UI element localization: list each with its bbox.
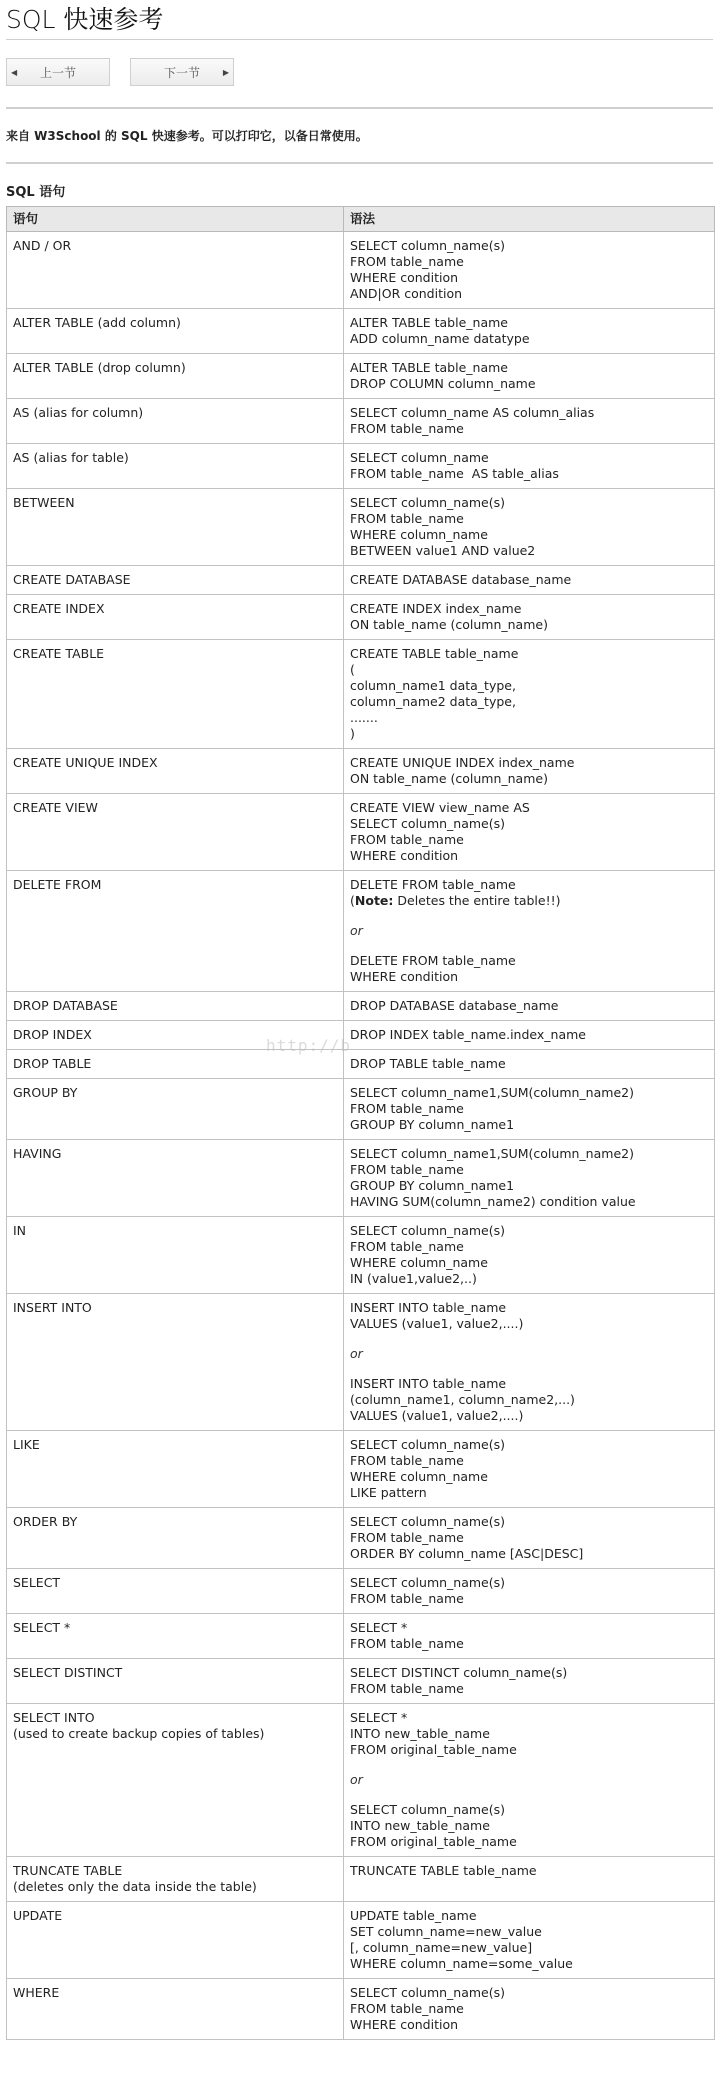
title-divider [6, 39, 713, 40]
syntax-line: LIKE pattern [350, 1485, 427, 1500]
syntax-spacer [350, 1362, 708, 1376]
syntax-line: FROM table_name [350, 1681, 464, 1696]
syntax-line: SELECT column_name1,SUM(column_name2) [350, 1146, 634, 1161]
syntax-cell [344, 489, 715, 566]
previous-section-button[interactable] [6, 58, 110, 86]
syntax-line: FROM table_name [350, 1162, 464, 1177]
syntax-or-label: or [350, 923, 363, 938]
triangle-right-icon: ▶ [222, 68, 229, 77]
statement-cell [7, 1021, 344, 1050]
statement-cell [7, 1857, 344, 1902]
statement-line: ALTER TABLE (drop column) [13, 360, 186, 375]
table-row [7, 444, 715, 489]
sql-reference-table [6, 206, 715, 2040]
syntax-line: FROM table_name [350, 254, 464, 269]
syntax-line: SELECT * [350, 1620, 408, 1635]
syntax-cell [344, 1902, 715, 1979]
table-row [7, 232, 715, 309]
statement-cell [7, 232, 344, 309]
table-row [7, 794, 715, 871]
statement-cell [7, 871, 344, 992]
syntax-line: SELECT column_name(s) [350, 1437, 506, 1452]
table-row [7, 309, 715, 354]
syntax-cell [344, 1217, 715, 1294]
statement-cell [7, 794, 344, 871]
statement-line: (deletes only the data inside the table) [13, 1879, 257, 1894]
syntax-line: ON table_name (column_name) [350, 771, 548, 786]
table-row [7, 1217, 715, 1294]
syntax-cell [344, 1140, 715, 1217]
syntax-cell [344, 1979, 715, 2040]
statement-line: DROP TABLE [13, 1056, 92, 1071]
table-row [7, 1704, 715, 1857]
syntax-cell [344, 640, 715, 749]
statement-line: GROUP BY [13, 1085, 78, 1100]
statement-line: CREATE UNIQUE INDEX [13, 755, 158, 770]
syntax-line: SELECT column_name(s) [350, 1985, 506, 2000]
syntax-line: WHERE condition [350, 2017, 459, 2032]
syntax-cell [344, 1614, 715, 1659]
syntax-line: (Note: Deletes the entire table!!) [350, 893, 561, 908]
table-row [7, 566, 715, 595]
syntax-line: INSERT INTO table_name [350, 1300, 507, 1315]
syntax-line: DROP INDEX table_name.index_name [350, 1027, 586, 1042]
page-title: SQL 快速参考 [6, 5, 164, 34]
table-row [7, 489, 715, 566]
syntax-line: ADD column_name datatype [350, 331, 530, 346]
statement-cell [7, 1217, 344, 1294]
syntax-line: INSERT INTO table_name [350, 1376, 507, 1391]
syntax-cell [344, 1704, 715, 1857]
syntax-line: SET column_name=new_value [350, 1924, 542, 1939]
statement-line: INSERT INTO [13, 1300, 92, 1315]
syntax-line: GROUP BY column_name1 [350, 1117, 515, 1132]
intro-text: 来自 W3School 的 SQL 快速参考。可以打印它，以备日常使用。 [6, 129, 368, 143]
syntax-cell [344, 1508, 715, 1569]
syntax-line: column_name2 data_type, [350, 694, 516, 709]
table-row [7, 749, 715, 794]
statement-cell [7, 595, 344, 640]
syntax-line: WHERE column_name=some_value [350, 1956, 573, 1971]
syntax-line: SELECT column_name(s) [350, 238, 506, 253]
statement-line: DELETE FROM [13, 877, 102, 892]
syntax-line: AND|OR condition [350, 286, 463, 301]
syntax-line: INTO new_table_name [350, 1818, 490, 1833]
pager-nav [6, 58, 713, 104]
syntax-line: SELECT column_name(s) [350, 1802, 506, 1817]
syntax-line: VALUES (value1, value2,....) [350, 1316, 524, 1331]
syntax-cell [344, 1050, 715, 1079]
section-divider [6, 107, 713, 109]
syntax-line: FROM original_table_name [350, 1742, 517, 1757]
statement-cell [7, 1431, 344, 1508]
syntax-line: DROP COLUMN column_name [350, 376, 536, 391]
syntax-line: FROM table_name [350, 1239, 464, 1254]
statement-cell [7, 1902, 344, 1979]
syntax-cell [344, 399, 715, 444]
table-row [7, 1050, 715, 1079]
table-row [7, 1294, 715, 1431]
table-row [7, 1140, 715, 1217]
syntax-or-label: or [350, 1346, 363, 1361]
table-row [7, 1021, 715, 1050]
statement-cell [7, 309, 344, 354]
syntax-line: ALTER TABLE table_name [350, 315, 508, 330]
next-section-button[interactable] [130, 58, 234, 86]
syntax-line: CREATE VIEW view_name AS [350, 800, 530, 815]
syntax-line: ....... [350, 710, 378, 725]
statement-cell [7, 1569, 344, 1614]
syntax-line: WHERE condition [350, 848, 459, 863]
statement-cell [7, 1979, 344, 2040]
watermark-text: http://b [266, 1036, 352, 1055]
syntax-line: (column_name1, column_name2,...) [350, 1392, 575, 1407]
syntax-line: BETWEEN value1 AND value2 [350, 543, 536, 558]
statement-line: ALTER TABLE (add column) [13, 315, 181, 330]
table-header-row [7, 207, 715, 232]
syntax-line: FROM table_name [350, 511, 464, 526]
statement-line: (used to create backup copies of tables) [13, 1726, 265, 1741]
syntax-line: SELECT column_name(s) [350, 1514, 506, 1529]
syntax-line: FROM original_table_name [350, 1834, 517, 1849]
statement-line: CREATE TABLE [13, 646, 105, 661]
syntax-line: FROM table_name [350, 1530, 464, 1545]
statement-cell [7, 1659, 344, 1704]
statement-cell [7, 1294, 344, 1431]
syntax-line: GROUP BY column_name1 [350, 1178, 515, 1193]
syntax-line: VALUES (value1, value2,....) [350, 1408, 524, 1423]
table-row [7, 1431, 715, 1508]
syntax-line: DROP DATABASE database_name [350, 998, 559, 1013]
syntax-line: FROM table_name [350, 1101, 464, 1116]
syntax-line: CREATE INDEX index_name [350, 601, 522, 616]
syntax-cell [344, 232, 715, 309]
syntax-line: FROM table_name [350, 2001, 464, 2016]
statement-line: CREATE DATABASE [13, 572, 131, 587]
statement-cell [7, 1079, 344, 1140]
previous-section-label: 上一节 [39, 66, 76, 80]
syntax-line: ON table_name (column_name) [350, 617, 548, 632]
syntax-cell [344, 794, 715, 871]
syntax-spacer [350, 1758, 708, 1772]
statement-line: TRUNCATE TABLE [13, 1863, 123, 1878]
syntax-line: DROP TABLE table_name [350, 1056, 506, 1071]
note-label: Note: [354, 893, 394, 908]
syntax-cell [344, 1079, 715, 1140]
syntax-line: ( [350, 662, 355, 677]
syntax-line: UPDATE table_name [350, 1908, 477, 1923]
syntax-line: WHERE column_name [350, 1255, 488, 1270]
syntax-line: CREATE DATABASE database_name [350, 572, 572, 587]
syntax-line: CREATE UNIQUE INDEX index_name [350, 755, 575, 770]
syntax-line: SELECT column_name AS column_alias [350, 405, 595, 420]
syntax-line: SELECT column_name(s) [350, 1575, 506, 1590]
syntax-line: FROM table_name [350, 832, 464, 847]
statement-cell [7, 566, 344, 595]
column-header-syntax: 语法 [344, 207, 715, 232]
syntax-cell [344, 566, 715, 595]
syntax-cell [344, 1021, 715, 1050]
table-row [7, 354, 715, 399]
syntax-cell [344, 992, 715, 1021]
statement-cell [7, 992, 344, 1021]
statement-cell [7, 354, 344, 399]
statement-cell [7, 444, 344, 489]
statement-line: SELECT DISTINCT [13, 1665, 123, 1680]
syntax-cell [344, 1294, 715, 1431]
syntax-spacer [350, 1332, 708, 1346]
statement-line: SELECT * [13, 1620, 71, 1635]
statement-line: UPDATE [13, 1908, 63, 1923]
syntax-cell [344, 1569, 715, 1614]
statement-line: AS (alias for table) [13, 450, 129, 465]
statement-line: DROP DATABASE [13, 998, 118, 1013]
syntax-cell [344, 1431, 715, 1508]
syntax-line: SELECT column_name(s) [350, 816, 506, 831]
syntax-cell [344, 1659, 715, 1704]
syntax-line: DELETE FROM table_name [350, 953, 516, 968]
statement-cell [7, 489, 344, 566]
statement-cell [7, 1508, 344, 1569]
table-row [7, 1569, 715, 1614]
syntax-line: SELECT column_name1,SUM(column_name2) [350, 1085, 634, 1100]
table-row [7, 1508, 715, 1569]
syntax-cell [344, 309, 715, 354]
syntax-line: [, column_name=new_value] [350, 1940, 533, 1955]
statement-line: SELECT INTO [13, 1710, 95, 1725]
syntax-line: SELECT column_name(s) [350, 1223, 506, 1238]
syntax-line: SELECT column_name [350, 450, 489, 465]
syntax-line: FROM table_name [350, 1591, 464, 1606]
section-title: SQL 语句 [6, 185, 66, 200]
table-row [7, 399, 715, 444]
statement-cell [7, 399, 344, 444]
table-row [7, 992, 715, 1021]
syntax-line: CREATE TABLE table_name [350, 646, 519, 661]
syntax-spacer [350, 939, 708, 953]
syntax-line: ORDER BY column_name [ASC|DESC] [350, 1546, 584, 1561]
statement-line: HAVING [13, 1146, 62, 1161]
table-row [7, 1857, 715, 1902]
syntax-line: ALTER TABLE table_name [350, 360, 508, 375]
statement-line: ORDER BY [13, 1514, 78, 1529]
table-body [7, 232, 715, 2040]
column-header-statement: 语句 [7, 207, 344, 232]
statement-line: LIKE [13, 1437, 40, 1452]
syntax-line: column_name1 data_type, [350, 678, 516, 693]
syntax-line: WHERE column_name [350, 1469, 488, 1484]
syntax-cell [344, 1857, 715, 1902]
statement-cell [7, 640, 344, 749]
statement-line: CREATE VIEW [13, 800, 98, 815]
statement-cell [7, 1140, 344, 1217]
syntax-cell [344, 871, 715, 992]
statement-line: DROP INDEX [13, 1027, 92, 1042]
statement-cell [7, 1050, 344, 1079]
statement-line: AS (alias for column) [13, 405, 144, 420]
syntax-spacer [350, 909, 708, 923]
table-row [7, 1079, 715, 1140]
syntax-line: FROM table_name [350, 421, 464, 436]
statement-cell [7, 1704, 344, 1857]
syntax-line: TRUNCATE TABLE table_name [350, 1863, 537, 1878]
syntax-line: WHERE column_name [350, 527, 488, 542]
table-row [7, 1979, 715, 2040]
statement-line: BETWEEN [13, 495, 75, 510]
syntax-line: INTO new_table_name [350, 1726, 490, 1741]
syntax-line: ) [350, 726, 355, 741]
statement-line: AND / OR [13, 238, 72, 253]
syntax-line: SELECT column_name(s) [350, 495, 506, 510]
statement-cell [7, 1614, 344, 1659]
statement-line: WHERE [13, 1985, 60, 2000]
table-row [7, 1614, 715, 1659]
statement-cell [7, 749, 344, 794]
syntax-cell [344, 354, 715, 399]
syntax-cell [344, 749, 715, 794]
syntax-line: SELECT DISTINCT column_name(s) [350, 1665, 568, 1680]
next-section-label: 下一节 [163, 66, 200, 80]
syntax-line: DELETE FROM table_name [350, 877, 516, 892]
table-row [7, 595, 715, 640]
table-row [7, 871, 715, 992]
syntax-cell [344, 444, 715, 489]
table-row [7, 1902, 715, 1979]
syntax-line: FROM table_name [350, 1636, 464, 1651]
syntax-spacer [350, 1788, 708, 1802]
statement-line: SELECT [13, 1575, 61, 1590]
syntax-line: SELECT * [350, 1710, 408, 1725]
statement-line: IN [13, 1223, 27, 1238]
syntax-line: WHERE condition [350, 270, 459, 285]
syntax-line: WHERE condition [350, 969, 459, 984]
statement-line: CREATE INDEX [13, 601, 105, 616]
syntax-line: FROM table_name [350, 1453, 464, 1468]
table-row [7, 640, 715, 749]
triangle-left-icon: ◀ [11, 68, 18, 77]
section-divider [6, 162, 713, 164]
syntax-line: FROM table_name AS table_alias [350, 466, 559, 481]
syntax-cell [344, 595, 715, 640]
syntax-or-label: or [350, 1772, 363, 1787]
table-row [7, 1659, 715, 1704]
syntax-line: HAVING SUM(column_name2) condition value [350, 1194, 636, 1209]
syntax-line: IN (value1,value2,..) [350, 1271, 477, 1286]
